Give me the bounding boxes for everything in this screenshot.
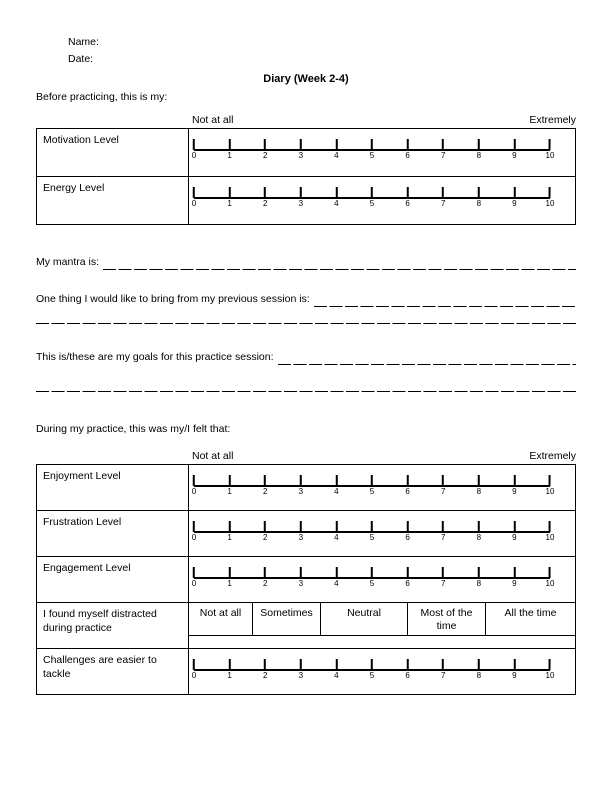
scale-tick-0 [192,567,196,588]
tick-label: 9 [512,671,517,680]
scale-tick-1 [227,187,231,208]
tick-mark-icon [300,139,302,150]
scale-tick-9 [512,187,516,208]
tick-mark-icon [478,475,480,486]
tick-mark-icon [442,187,444,198]
scale-tick-4 [334,139,338,160]
tick-label: 7 [440,579,446,588]
scale-tick-5 [370,659,374,680]
scale-tick-7 [441,475,445,496]
tick-mark-icon [264,187,266,198]
tick-label: 1 [227,533,232,542]
before-scale-endpoints [36,113,576,128]
motivation-rating-scale [191,139,555,169]
tick-label: 3 [298,533,304,542]
option-neutral: Neutral [320,603,407,635]
scale-tick-10 [546,659,555,680]
frustration-rating-scale [191,521,555,551]
tick-label: 1 [227,199,232,208]
tick-label: 5 [369,671,375,680]
tick-mark-icon [513,567,515,578]
scale-tick-10 [546,475,555,496]
tick-label: 5 [369,579,375,588]
tick-label: 3 [298,151,304,160]
tick-mark-icon [549,659,551,670]
tick-mark-icon [193,659,195,670]
scale-tick-5 [370,139,374,160]
option-all-the-time: All the time [485,603,575,635]
tick-mark-icon [513,139,515,150]
scale-tick-2 [263,659,267,680]
tick-mark-icon [442,659,444,670]
tick-mark-icon [513,521,515,532]
tick-mark-icon [229,139,231,150]
tick-label: 5 [369,151,375,160]
frustration-level-label: Frustration Level [37,511,189,556]
tick-label: 0 [191,151,197,160]
scale-tick-6 [405,475,409,496]
scale-tick-3 [299,521,303,542]
tick-label: 10 [545,151,555,160]
scale-tick-1 [227,567,231,588]
option-sometimes: Sometimes [252,603,320,635]
tick-mark-icon [335,475,337,486]
motivation-scale-cell [189,129,575,176]
scale-endpoint-not-at-all: Not at all [192,114,234,126]
motivation-level-label: Motivation Level [37,129,189,176]
scale-tick-3 [299,187,303,208]
tick-mark-icon [371,521,373,532]
scale-tick-8 [477,187,481,208]
previous-session-writing-line [314,292,576,307]
scale-tick-0 [192,139,196,160]
goals-writing-line [278,350,576,365]
identity-block [68,34,576,68]
tick-mark-icon [193,139,195,150]
table-row-challenges [37,648,575,694]
before-section-intro: Before practicing, this is my: [36,91,168,103]
during-scale-endpoints [36,449,576,464]
tick-label: 6 [405,533,410,542]
scale-tick-0 [192,659,196,680]
tick-mark-icon [229,475,231,486]
scale-tick-10 [546,521,555,542]
tick-mark-icon [478,521,480,532]
tick-mark-icon [407,187,409,198]
name-label: Name: [68,36,99,48]
tick-mark-icon [407,139,409,150]
tick-label: 6 [405,579,410,588]
tick-mark-icon [371,659,373,670]
tick-mark-icon [513,659,515,670]
scale-tick-10 [546,187,555,208]
scale-tick-9 [512,475,516,496]
scale-tick-8 [477,659,481,680]
previous-session-writing-line-2 [36,307,576,324]
tick-label: 0 [191,671,197,680]
scale-tick-8 [477,521,481,542]
tick-label: 5 [369,487,375,496]
tick-label: 3 [298,199,304,208]
tick-mark-icon [193,521,195,532]
tick-mark-icon [264,475,266,486]
scale-tick-6 [405,139,409,160]
scale-tick-7 [441,139,445,160]
tick-mark-icon [513,187,515,198]
tick-label: 0 [191,533,197,542]
tick-mark-icon [478,139,480,150]
tick-label: 7 [440,487,446,496]
scale-tick-8 [477,475,481,496]
previous-session-field [36,292,576,307]
tick-mark-icon [300,659,302,670]
scale-tick-6 [405,659,409,680]
tick-mark-icon [513,475,515,486]
tick-label: 1 [227,151,232,160]
tick-mark-icon [407,659,409,670]
tick-label: 4 [334,533,339,542]
tick-mark-icon [371,475,373,486]
table-row-frustration [37,510,575,556]
enjoyment-rating-scale [191,475,555,505]
energy-rating-scale [191,187,555,217]
scale-tick-8 [477,139,481,160]
tick-label: 3 [298,487,304,496]
option-not-at-all: Not at all [199,607,242,619]
goals-writing-line-2 [36,376,576,392]
tick-label: 8 [476,533,482,542]
tick-label: 3 [298,579,304,588]
during-practice-table [36,464,576,695]
tick-mark-icon [549,139,551,150]
scale-tick-10 [546,567,555,588]
scale-tick-8 [477,567,481,588]
tick-label: 10 [545,579,555,588]
tick-mark-icon [371,139,373,150]
challenges-rating-scale [191,659,555,689]
goals-field [36,350,576,365]
tick-label: 2 [262,671,268,680]
tick-mark-icon [229,659,231,670]
previous-session-label: One thing I would like to bring from my previous session is: [36,293,310,305]
scale-tick-3 [299,659,303,680]
option-most-of-the-time: Most of the time [407,603,485,635]
tick-label: 7 [440,199,446,208]
scale-tick-4 [334,475,338,496]
tick-label: 3 [298,671,304,680]
tick-mark-icon [193,567,195,578]
tick-label: 6 [405,487,410,496]
scale-tick-1 [227,139,231,160]
tick-label: 4 [334,199,339,208]
tick-label: 8 [476,199,482,208]
scale-tick-4 [334,187,338,208]
tick-mark-icon [442,139,444,150]
scale-tick-2 [263,475,267,496]
scale-tick-9 [512,659,516,680]
scale-tick-10 [546,139,555,160]
scale-endpoint-not-at-all: Not at all [192,450,234,462]
date-label: Date: [68,53,94,65]
scale-tick-4 [334,521,338,542]
enjoyment-level-label: Enjoyment Level [37,465,189,510]
scale-tick-6 [405,187,409,208]
tick-mark-icon [229,187,231,198]
energy-scale-cell [189,177,575,224]
tick-mark-icon [264,567,266,578]
scale-tick-5 [370,475,374,496]
tick-mark-icon [300,521,302,532]
tick-mark-icon [229,521,231,532]
tick-label: 6 [405,151,410,160]
tick-mark-icon [371,567,373,578]
enjoyment-scale-cell [189,465,575,510]
tick-label: 10 [545,533,555,542]
tick-label: 9 [512,487,517,496]
tick-label: 9 [512,533,517,542]
tick-mark-icon [264,659,266,670]
engagement-rating-scale [191,567,555,597]
tick-mark-icon [549,475,551,486]
tick-mark-icon [193,187,195,198]
scale-tick-2 [263,567,267,588]
scale-tick-3 [299,567,303,588]
tick-label: 10 [545,199,555,208]
tick-mark-icon [371,187,373,198]
distracted-options-row [189,603,575,636]
tick-label: 2 [262,199,268,208]
tick-label: 0 [191,199,197,208]
tick-mark-icon [478,567,480,578]
scale-tick-1 [227,521,231,542]
scale-tick-3 [299,475,303,496]
mantra-label: My mantra is: [36,256,100,268]
tick-label: 2 [262,579,268,588]
scale-tick-4 [334,567,338,588]
scale-tick-4 [334,659,338,680]
tick-label: 8 [476,671,482,680]
scale-tick-0 [192,187,196,208]
scale-tick-0 [192,521,196,542]
tick-mark-icon [335,521,337,532]
scale-tick-2 [263,187,267,208]
scale-tick-6 [405,567,409,588]
tick-mark-icon [442,521,444,532]
tick-mark-icon [300,475,302,486]
scale-tick-5 [370,567,374,588]
during-section-intro: During my practice, this was my/I felt that: [36,423,231,435]
tick-label: 4 [334,671,339,680]
scale-tick-6 [405,521,409,542]
table-row-engagement [37,556,575,602]
table-row-motivation [37,129,575,176]
tick-label: 2 [262,151,268,160]
tick-label: 7 [440,533,446,542]
tick-mark-icon [264,521,266,532]
scale-tick-1 [227,659,231,680]
before-practice-table [36,128,576,225]
tick-mark-icon [264,139,266,150]
tick-label: 10 [545,671,555,680]
scale-endpoint-extremely: Extremely [529,450,576,462]
tick-mark-icon [407,521,409,532]
tick-label: 7 [440,151,446,160]
tick-label: 10 [545,487,555,496]
mantra-writing-line [103,255,576,270]
tick-label: 9 [512,579,517,588]
tick-label: 0 [191,579,197,588]
scale-tick-5 [370,187,374,208]
tick-mark-icon [478,659,480,670]
tick-mark-icon [335,659,337,670]
tick-label: 8 [476,151,482,160]
tick-label: 9 [512,199,517,208]
scale-tick-2 [263,139,267,160]
tick-mark-icon [442,567,444,578]
tick-label: 2 [262,487,268,496]
tick-label: 0 [191,487,197,496]
distracted-label: I found myself distracted during practice [37,603,189,648]
tick-label: 2 [262,533,268,542]
mantra-field [36,255,576,270]
scale-tick-1 [227,475,231,496]
table-row-energy [37,176,575,224]
scale-tick-7 [441,567,445,588]
challenges-label: Challenges are easier to tackle [37,649,189,694]
tick-label: 7 [440,671,446,680]
scale-tick-0 [192,475,196,496]
tick-mark-icon [549,187,551,198]
energy-level-label: Energy Level [37,177,189,224]
tick-mark-icon [193,475,195,486]
tick-label: 1 [227,487,232,496]
scale-tick-9 [512,521,516,542]
tick-label: 4 [334,151,339,160]
tick-label: 5 [369,533,375,542]
table-row-distracted [37,602,575,648]
tick-mark-icon [335,567,337,578]
tick-label: 4 [334,579,339,588]
goals-label: This is/these are my goals for this practice session: [36,351,274,363]
frustration-scale-cell [189,511,575,556]
tick-mark-icon [549,567,551,578]
tick-mark-icon [407,475,409,486]
distracted-options-cell [189,603,575,648]
scale-tick-2 [263,521,267,542]
tick-mark-icon [442,475,444,486]
scale-endpoint-extremely: Extremely [529,114,576,126]
tick-mark-icon [335,139,337,150]
tick-label: 8 [476,487,482,496]
scale-tick-5 [370,521,374,542]
engagement-level-label: Engagement Level [37,557,189,602]
scale-tick-7 [441,659,445,680]
tick-mark-icon [478,187,480,198]
tick-label: 6 [405,199,410,208]
table-row-enjoyment [37,465,575,510]
tick-mark-icon [300,187,302,198]
scale-tick-9 [512,139,516,160]
tick-mark-icon [407,567,409,578]
challenges-scale-cell [189,649,575,694]
tick-label: 8 [476,579,482,588]
scale-tick-9 [512,567,516,588]
tick-label: 6 [405,671,410,680]
tick-label: 4 [334,487,339,496]
tick-mark-icon [549,521,551,532]
tick-label: 1 [227,579,232,588]
tick-mark-icon [300,567,302,578]
tick-label: 9 [512,151,517,160]
tick-mark-icon [335,187,337,198]
tick-label: 1 [227,671,232,680]
scale-tick-3 [299,139,303,160]
tick-mark-icon [229,567,231,578]
scale-tick-7 [441,187,445,208]
form-title: Diary (Week 2-4) [263,73,349,85]
engagement-scale-cell [189,557,575,602]
tick-label: 5 [369,199,375,208]
scale-tick-7 [441,521,445,542]
